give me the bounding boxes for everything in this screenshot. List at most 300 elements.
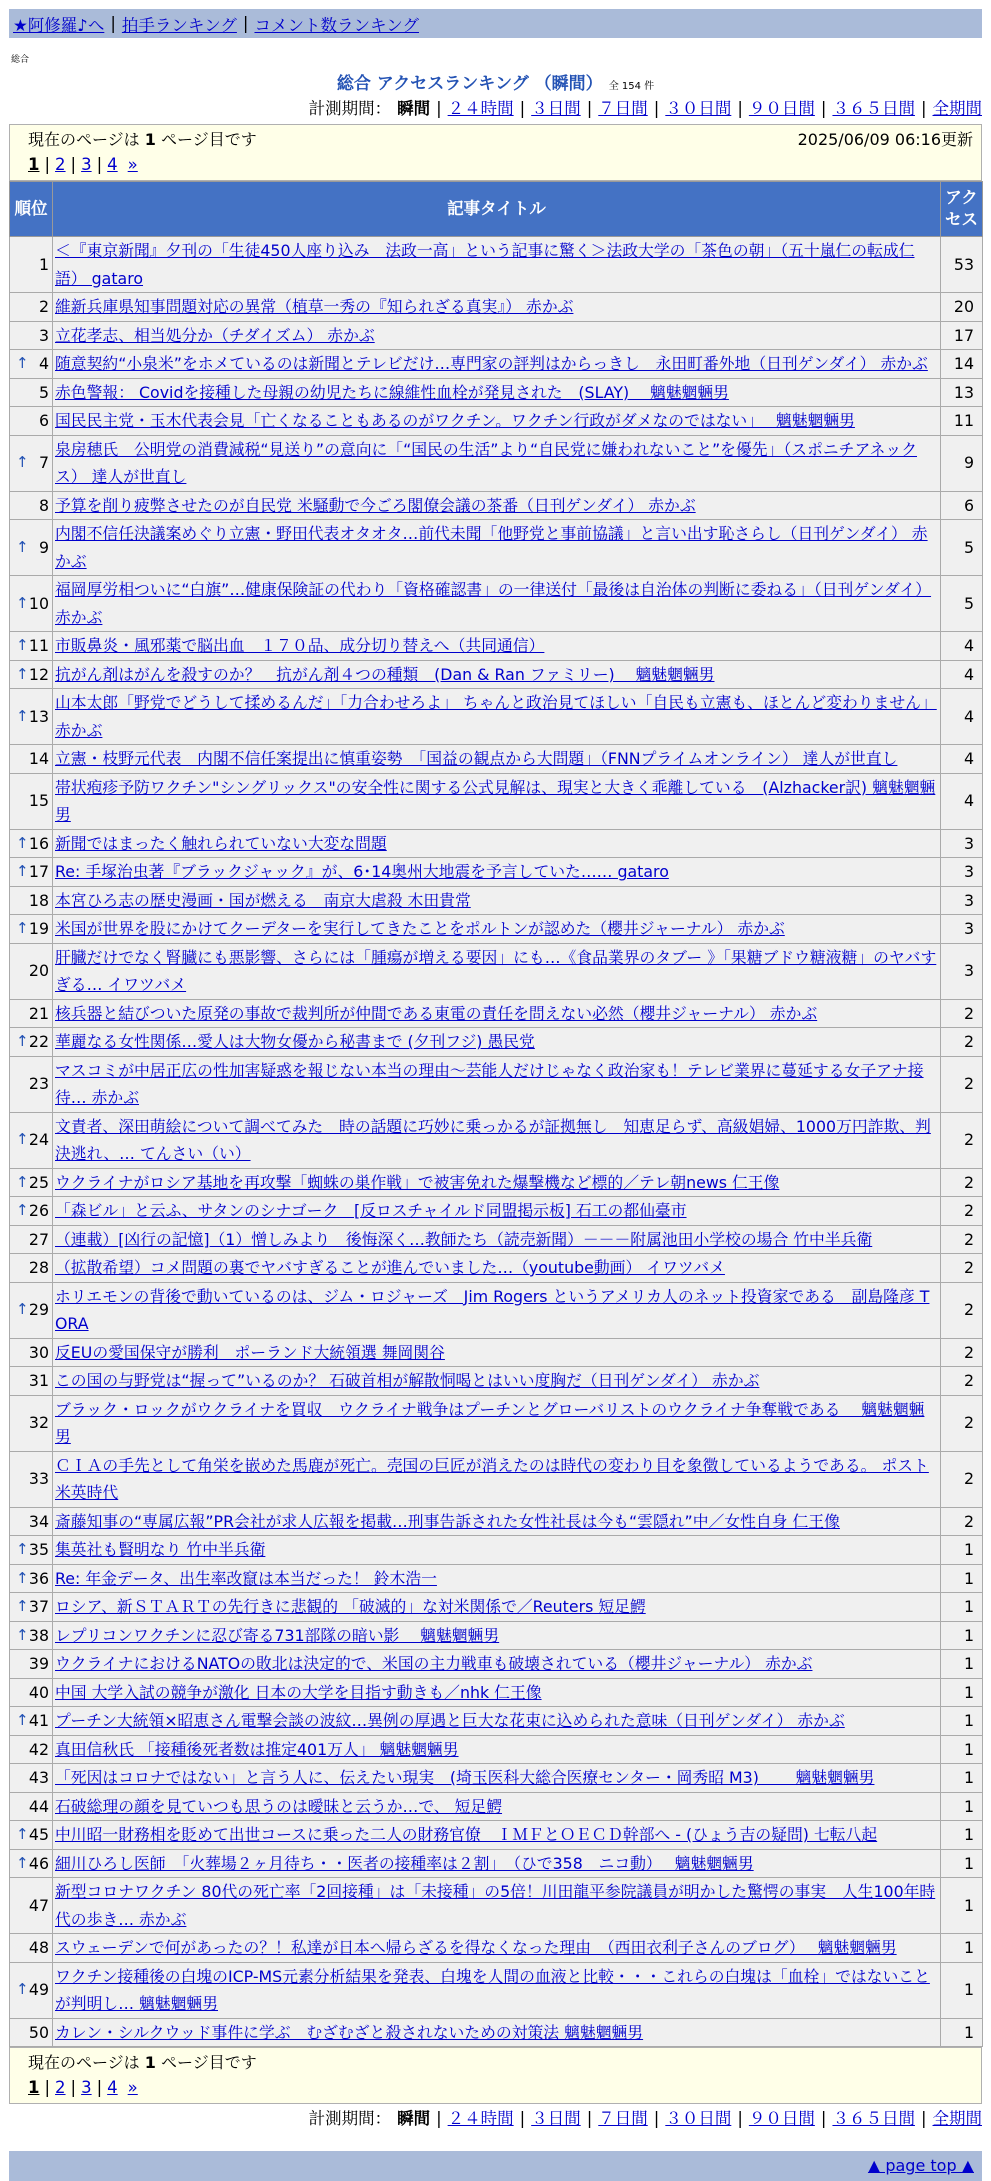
period-link[interactable]: ３６５日間 [832,2109,915,2128]
access-count: 17 [941,321,983,350]
pager-current: 1 [28,155,40,174]
title-cell [53,1621,941,1650]
article-link[interactable]: 米国が世界を股にかけてクーデターを実行してきたことをポルトンが認めた（櫻井ジャーナル） 赤かぶ [55,919,785,938]
table-row [10,1821,983,1850]
title-cell [53,1564,941,1593]
page-top-link[interactable]: ▲ page top ▲ [867,2156,974,2175]
title-cell [53,858,941,887]
rank-number: 24 [28,1130,49,1150]
access-count: 2 [941,1028,983,1057]
title-cell [53,773,941,829]
rank-cell [10,1849,53,1878]
article-link[interactable]: ロシア、新ＳＴＡＲＴの先行きに悲観的 「破滅的」な対米関係で／Reuters 短足鰐 [55,1597,646,1616]
access-count: 2 [941,1168,983,1197]
article-link[interactable]: 中川昭一財務相を貶めて出世コースに乗った二人の財務官僚 ＩＭＦとＯＥＣＤ幹部へ - (ひょう吉の疑問) 七転八起 [55,1825,878,1844]
rank-number: 23 [28,1074,49,1094]
article-link[interactable]: ブラック・ロックがウクライナを買収 ウクライナ戦争はプーチンとグローバリストのウクライナ争奪戦である 魑魅魍魎男 [55,1399,925,1446]
table-row [10,1112,983,1168]
rank-up-icon: ↑ [16,1032,29,1050]
pager-next-link[interactable]: » [127,155,138,174]
rank-number: 39 [28,1654,49,1673]
table-row [10,858,983,887]
article-link[interactable]: 新聞ではまったく触れられていない大変な問題 [55,833,387,853]
rank-number: 22 [28,1032,49,1051]
page-info-top [9,124,982,181]
article-link[interactable]: 反EUの愛国保守が勝利 ポーランド大統領選 舞岡関谷 [55,1342,445,1362]
comment-ranking-link[interactable]: コメント数ランキング [254,15,419,35]
article-link[interactable]: 集英社も賢明なり 竹中半兵衛 [55,1540,266,1559]
period-link[interactable]: ９０日間 [748,2109,815,2128]
period-link[interactable]: ７日間 [598,2109,648,2128]
rank-number: 2 [38,297,49,316]
access-count: 4 [941,745,983,774]
article-link[interactable]: ＜『東京新聞』夕刊の「生徒450人座り込み 法政一高」という記事に驚く＞法政大学の「茶色の朝」（五十嵐仁の転成仁語） gataro [55,241,915,288]
access-count: 5 [941,576,983,632]
top-nav-bar [9,9,982,38]
rank-number: 7 [38,453,49,473]
article-link[interactable]: スウェーデンで何があったの？！私達が日本へ帰らざるを得なくなった理由 （西田衣利子さんのブログ） 魑魅魍魎男 [55,1938,897,1957]
article-link[interactable]: 真田信秋氏 「接種後死者数は推定401万人」 魑魅魍魎男 [55,1739,459,1759]
access-count: 1 [941,1821,983,1850]
table-row [10,1168,983,1197]
table-row [10,1878,983,1934]
access-count: 1 [941,1878,983,1934]
rank-up-icon: ↑ [16,1201,29,1219]
access-count: 20 [941,293,983,322]
period-link[interactable]: ３０日間 [665,99,732,118]
period-link[interactable]: ３日間 [531,99,581,118]
access-count: 3 [941,943,983,999]
pager-separator: | [70,155,77,174]
period-separator: | [820,2109,827,2128]
update-time: 2025/06/09 06:16更新 [797,130,973,149]
table-row [10,237,983,293]
period-link[interactable]: ３日間 [531,2109,581,2128]
article-link[interactable]: 立憲・枝野元代表 内閣不信任案提出に慎重姿勢 「国益の観点から大問題」（FNNプライムオンライン） 達人が世直し [55,749,898,768]
rank-cell [10,632,53,661]
rank-cell [10,1678,53,1707]
rank-cell [10,1792,53,1821]
rank-number: 44 [28,1796,49,1816]
table-row [10,829,983,858]
title-cell [53,1338,941,1367]
access-count: 1 [941,1564,983,1593]
table-row [10,435,983,491]
period-selector-top [9,97,982,121]
access-count: 4 [941,660,983,689]
article-link[interactable]: 維新兵庫県知事問題対応の異常（植草一秀の『知られざる真実』） 赤かぶ [55,297,574,316]
access-count: 2 [941,1112,983,1168]
page-title-text: 総合 アクセスランキング （瞬間） [336,74,603,94]
period-separator: | [586,99,593,118]
home-link[interactable]: ★阿修羅♪へ [13,15,105,35]
table-row [10,1792,983,1821]
rank-number: 37 [28,1597,49,1616]
rank-cell [10,1451,53,1507]
article-link[interactable]: 本宮ひろ志の歴史漫画・国が燃える 南京大虐殺 木田貴常 [55,890,471,910]
rank-cell [10,829,53,858]
article-link[interactable]: 「森ビル」と云ふ、サタンのシナゴーク [反ロスチャイルド同盟掲示板] 石工の都仙臺市 [55,1201,687,1220]
title-cell [53,943,941,999]
period-link[interactable]: ３０日間 [665,2109,732,2128]
article-link[interactable]: レプリコンワクチンに忍び寄る731部隊の暗い影 魑魅魍魎男 [55,1625,500,1645]
title-cell [53,1878,941,1934]
table-row [10,1507,983,1536]
period-link[interactable]: ７日間 [598,99,648,118]
rank-cell [10,2018,53,2047]
rank-cell [10,1028,53,1057]
rank-cell [10,378,53,407]
rank-up-icon: ↑ [16,1853,29,1872]
article-link[interactable]: ＣＩＡの手先として角栄を嵌めた馬鹿が死亡。売国の巨匠が消えたのは時代の変わり目を象徴しているようである。 ポスト米英時代 [55,1455,929,1502]
header-rank: 順位 [10,182,53,237]
pager-link[interactable]: 2 [55,155,66,174]
title-cell [53,1507,941,1536]
rank-number: 14 [28,749,49,768]
article-link[interactable]: 斎藤知事の“専属広報”PR会社が求人広報を掲載…刑事告訴された女性社長は今も“雲隠れ”中／女性自身 仁王像 [55,1511,840,1531]
article-link[interactable]: 内閣不信任決議案めぐり立憲・野田代表オタオタ…前代未聞「他野党と事前協議」と言い出す恥さらし（日刊ゲンダイ） 赤かぶ [55,524,928,571]
rank-cell [10,1735,53,1764]
pager-separator: | [70,2078,77,2097]
rank-cell [10,321,53,350]
rank-number: 16 [28,833,49,853]
rank-cell [10,1593,53,1622]
table-row [10,520,983,576]
title-cell [53,491,941,520]
period-separator: | [586,2109,593,2128]
article-link[interactable]: ホリエモンの背後で動いているのは、ジム・ロジャーズ Jim Rogers というアメリカ人のネット投資家である 副島隆彦 TORA [55,1286,930,1333]
article-link[interactable]: Re: 年金データ、出生率改竄は本当だった！ 鈴木浩一 [55,1568,437,1588]
header-title: 記事タイトル [53,182,941,237]
period-separator: | [920,99,927,118]
rank-cell [10,773,53,829]
title-cell [53,1650,941,1679]
access-count: 2 [941,1338,983,1367]
period-link[interactable]: 全期間 [932,2109,982,2128]
title-cell [53,350,941,379]
access-count: 2 [941,1367,983,1396]
pager-link[interactable]: 3 [81,2078,92,2097]
title-cell [53,435,941,491]
rank-number: 46 [28,1853,49,1873]
table-row [10,632,983,661]
title-cell [53,915,941,944]
period-link[interactable]: ２４時間 [447,99,514,118]
rank-cell [10,943,53,999]
rank-up-icon: ↑ [16,453,29,472]
article-link[interactable]: 泉房穂氏 公明党の消費減税“見送り”の意向に「“国民の生活”より“自民党に嫌われないこと”を優先」（スポニチアネックス） 達人が世直し [55,439,918,486]
pager-current: 1 [28,2078,40,2097]
access-count: 1 [941,1678,983,1707]
table-row [10,407,983,436]
rank-cell [10,1621,53,1650]
rank-number: 48 [28,1938,49,1957]
rank-number: 13 [28,706,49,726]
article-link[interactable]: 国民民主党・玉木代表会見「亡くなることもあるのがワクチン。ワクチン行政がダメなのではない」 魑魅魍魎男 [55,411,855,430]
table-row [10,1564,983,1593]
rank-up-icon: ↑ [16,1130,29,1149]
rank-up-icon: ↑ [16,862,29,880]
article-link[interactable]: ワクチン接種後の白塊のICP-MS元素分析結果を発表、白塊を人間の血液と比較・・・これらの白塊は「血栓」ではないことが判明し… 魑魅魍魎男 [55,1966,930,2013]
title-cell [53,1764,941,1793]
pager-separator: | [44,155,51,174]
table-row [10,1621,983,1650]
access-count: 14 [941,350,983,379]
title-cell [53,632,941,661]
access-count: 2 [941,1254,983,1283]
rank-cell [10,350,53,379]
article-link[interactable]: 中国 大学入試の競争が激化 日本の大学を目指す動きも／nhk 仁王像 [55,1682,542,1702]
rank-number: 10 [28,593,49,613]
rank-cell [10,689,53,745]
article-link[interactable]: マスコミが中居正広の性加害疑惑を報じない本当の理由〜芸能人だけじゃなく政治家も！テレビ業界に蔓延する女子アナ接待… 赤かぶ [55,1060,924,1107]
title-cell [53,1678,941,1707]
title-cell [53,1821,941,1850]
title-cell [53,689,941,745]
article-link[interactable]: 細川ひろし医師 「火葬場２ヶ月待ち・・医者の接種率は２割」 （ひで358 ニコ動） 魑魅魍魎男 [55,1853,754,1873]
pager-link[interactable]: 3 [81,155,92,174]
article-link[interactable]: 予算を削り疲弊させたのが自民党 米騒動で今ごろ閣僚会議の茶番（日刊ゲンダイ） 赤かぶ [55,495,696,515]
article-link[interactable]: Re: 手塚治虫著『ブラックジャック』が、6･14奥州大地震を予言していた…… gataro [55,862,669,881]
rank-cell [10,1338,53,1367]
access-count: 1 [941,1962,983,2018]
period-separator: | [519,99,526,118]
access-count: 1 [941,1707,983,1736]
title-cell [53,1593,941,1622]
rank-up-icon: ↑ [16,919,29,937]
period-current: 瞬間 [397,99,431,118]
rank-number: 8 [38,495,49,515]
rank-cell [10,999,53,1028]
access-count: 3 [941,829,983,858]
access-count: 1 [941,1849,983,1878]
title-cell [53,576,941,632]
table-row [10,1536,983,1565]
rank-cell [10,1650,53,1679]
title-cell [53,1197,941,1226]
title-cell [53,1254,941,1283]
rank-cell [10,1395,53,1451]
rank-cell [10,660,53,689]
article-link[interactable]: プーチン大統領×昭恵さん電撃会談の波紋…異例の厚遇と巨大な花束に込められた意味（日刊ゲンダイ） 赤かぶ [55,1711,845,1730]
title-cell [53,1792,941,1821]
access-count: 4 [941,632,983,661]
title-cell [53,1028,941,1057]
title-cell [53,520,941,576]
title-cell [53,1282,941,1338]
table-row [10,1849,983,1878]
article-link[interactable]: 市販鼻炎・風邪薬で脳出血 １７０品、成分切り替えへ（共同通信） [55,636,545,655]
article-link[interactable]: ウクライナにおけるNATOの敗北は決定的で、米国の主力戦車も破壊されている（櫻井ジャーナル） 赤かぶ [55,1654,813,1673]
pager-link[interactable]: 4 [107,155,118,174]
article-link[interactable]: 立花孝志、相当処分か（チダイズム） 赤かぶ [55,325,375,345]
rank-up-icon: ↑ [16,1568,29,1587]
table-row [10,1254,983,1283]
period-link[interactable]: ３６５日間 [832,99,915,118]
period-separator: | [519,2109,526,2128]
rank-cell [10,858,53,887]
article-link[interactable]: （拡散希望）コメ問題の裏でヤバすぎることが進んでいました…（youtube動画） イワツバメ [55,1258,725,1277]
access-count: 1 [941,1536,983,1565]
rank-number: 25 [28,1172,49,1192]
period-separator: | [653,99,660,118]
rank-number: 47 [28,1895,49,1915]
table-row [10,1735,983,1764]
period-separator: | [820,99,827,118]
rank-cell [10,1934,53,1963]
article-link[interactable]: 新型コロナワクチン 80代の死亡率「2回接種」は「未接種」の5倍！川田龍平参院議員が明かした驚愕の事実 人生100年時代の歩き… 赤かぶ [55,1882,936,1929]
article-link[interactable]: 山本太郎「野党でどうして揉めるんだ」「力合わせろよ」 ちゃんと政治見てほしい「自民も立憲も、ほとんど変わりません」 赤かぶ [55,693,937,740]
rank-cell [10,1197,53,1226]
title-cell [53,745,941,774]
rank-number: 38 [28,1625,49,1645]
rank-number: 41 [28,1711,49,1730]
clap-ranking-link[interactable]: 拍手ランキング [121,15,237,35]
period-label: 計測期間： [308,2109,392,2128]
access-count: 9 [941,435,983,491]
title-cell [53,293,941,322]
access-count: 4 [941,689,983,745]
rank-number: 36 [28,1568,49,1588]
header-access: アクセス [941,182,983,237]
period-link[interactable]: 全期間 [932,99,982,118]
rank-number: 43 [28,1768,49,1787]
title-cell [53,1707,941,1736]
rank-number: 31 [28,1371,49,1390]
period-separator: | [436,99,442,118]
title-cell [53,1934,941,1963]
rank-number: 33 [28,1469,49,1489]
period-link[interactable]: ９０日間 [748,99,815,118]
article-link[interactable]: 帯状疱疹予防ワクチン"シングリックス"の安全性に関する公式見解は、現実と大きく乖離している (Alzhacker訳) 魑魅魍魎男 [55,777,936,824]
period-selector-bottom [9,2107,982,2131]
pager-next-link[interactable]: » [127,2078,138,2097]
title-cell [53,407,941,436]
access-count: 1 [941,1650,983,1679]
rank-number: 20 [28,961,49,981]
rank-up-icon: ↑ [16,593,29,612]
rank-up-icon: ↑ [16,664,29,683]
rank-up-icon: ↑ [16,833,29,852]
article-link[interactable]: 福岡厚労相ついに“白旗”…健康保険証の代わり「資格確認書」の一律送付「最後は自治体の判断に委ねる」（日刊ゲンダイ） 赤かぶ [55,580,932,627]
table-row [10,745,983,774]
rank-number: 32 [28,1413,49,1433]
access-count: 2 [941,1056,983,1112]
title-cell [53,378,941,407]
table-row [10,773,983,829]
period-separator: | [436,2109,442,2128]
rank-number: 30 [28,1342,49,1362]
rank-number: 50 [28,2022,49,2042]
pager-link[interactable]: 4 [107,2078,118,2097]
article-link[interactable]: 「死因はコロナではない」と言う人に、伝えたい現実 (埼玉医科大総合医療センター・岡秀昭 M3) 魑魅魍魎男 [55,1768,875,1787]
rank-cell [10,491,53,520]
period-current: 瞬間 [397,2109,431,2128]
table-row [10,886,983,915]
rank-number: 6 [38,411,49,430]
table-row [10,1282,983,1338]
access-count: 2 [941,1451,983,1507]
title-cell [53,1225,941,1254]
table-row [10,1197,983,1226]
table-row [10,2018,983,2047]
page-title [9,69,982,94]
rank-up-icon: ↑ [16,1540,29,1558]
title-cell [53,1395,941,1451]
table-row [10,1451,983,1507]
rank-cell [10,1282,53,1338]
table-row [10,1934,983,1963]
article-link[interactable]: 文責者、深田萌絵について調べてみた 時の話題に巧妙に乗っかるが証拠無し 知恵足らず、高級娼婦、1000万円詐欺、判決逃れ、… てんさい（い） [55,1116,931,1163]
title-cell [53,1168,941,1197]
access-count: 1 [941,1764,983,1793]
article-link[interactable]: 抗がん剤はがんを殺すのか？ 抗がん剤４つの種類 (Dan & Ran ファミリー) 魑魅魍魎男 [55,664,715,684]
article-link[interactable]: この国の与野党は“握って”いるのか？ 石破首相が解散恫喝とはいい度胸だ（日刊ゲンダイ） 赤かぶ [55,1371,760,1390]
title-cell [53,1367,941,1396]
pager-link[interactable]: 2 [55,2078,66,2097]
rank-number: 28 [28,1258,49,1277]
article-link[interactable]: （連載）[凶行の記憶]（1）憎しみより 後悔深く…教師たち（読売新聞）－－－附属池田小学校の場合 竹中半兵衛 [55,1229,873,1249]
rank-number: 4 [38,354,49,373]
rank-cell [10,1821,53,1850]
article-link[interactable]: 赤色警報： Covidを接種した母親の幼児たちに線維性血栓が発見された (SLAY) 魑魅魍魎男 [55,382,729,402]
rank-number: 15 [28,791,49,811]
article-link[interactable]: 石破総理の顔を見ていつも思うのは曖昧と云うか…で、 短足鰐 [55,1796,503,1816]
rank-up-icon: ↑ [16,537,29,556]
rank-up-icon: ↑ [16,1597,29,1615]
rank-cell [10,520,53,576]
period-separator: | [653,2109,660,2128]
table-row [10,293,983,322]
access-count: 3 [941,886,983,915]
article-link[interactable]: 随意契約“小泉米”をホメているのは新聞とテレビだけ…専門家の評判はからっきし 永田町番外地（日刊ゲンダイ） 赤かぶ [55,354,928,373]
title-cell [53,829,941,858]
rank-cell [10,1764,53,1793]
rank-number: 3 [38,325,49,345]
table-row [10,915,983,944]
rank-number: 29 [28,1300,49,1320]
rank-cell [10,1536,53,1565]
rank-number: 27 [28,1229,49,1249]
pager-top [28,152,973,178]
rank-up-icon: ↑ [16,1172,29,1191]
nav-separator: | [110,14,116,33]
article-link[interactable]: カレン・シルクウッド事件に学ぶ むざむざと殺されないための対策法 魑魅魍魎男 [55,2022,644,2042]
access-count: 5 [941,520,983,576]
period-link[interactable]: ２４時間 [447,2109,514,2128]
rank-cell [10,407,53,436]
article-link[interactable]: ウクライナがロシア基地を再攻撃「蜘蛛の巣作戦」で被害免れた爆撃機など標的／テレ朝news 仁王像 [55,1172,780,1192]
rank-cell [10,1962,53,2018]
access-count: 1 [941,1735,983,1764]
table-row [10,1056,983,1112]
title-cell [53,321,941,350]
rank-number: 18 [28,890,49,910]
page-info-bottom [9,2047,982,2104]
rank-number: 45 [28,1825,49,1844]
rank-cell [10,745,53,774]
rank-number: 1 [38,254,49,274]
access-count: 2 [941,1507,983,1536]
article-link[interactable]: 核兵器と結びついた原発の事故で裁判所が仲間である東電の責任を問えない必然（櫻井ジャーナル） 赤かぶ [55,1003,818,1023]
rank-up-icon: ↑ [16,1825,29,1843]
rank-number: 12 [28,664,49,684]
current-page-text: 現在のページは 1 ページ目です [28,2053,257,2072]
article-link[interactable]: 肝臓だけでなく腎臓にも悪影響、さらには「腫瘍が増える要因」にも…《食品業界のタブー 》「果糖ブドウ糖液糖」のヤバすぎる… イワツバメ [55,947,937,994]
table-row [10,1650,983,1679]
article-link[interactable]: 華麗なる女性関係…愛人は大物女優から秘書まで (夕刊フジ) 愚民党 [55,1032,535,1051]
access-count: 2 [941,1395,983,1451]
